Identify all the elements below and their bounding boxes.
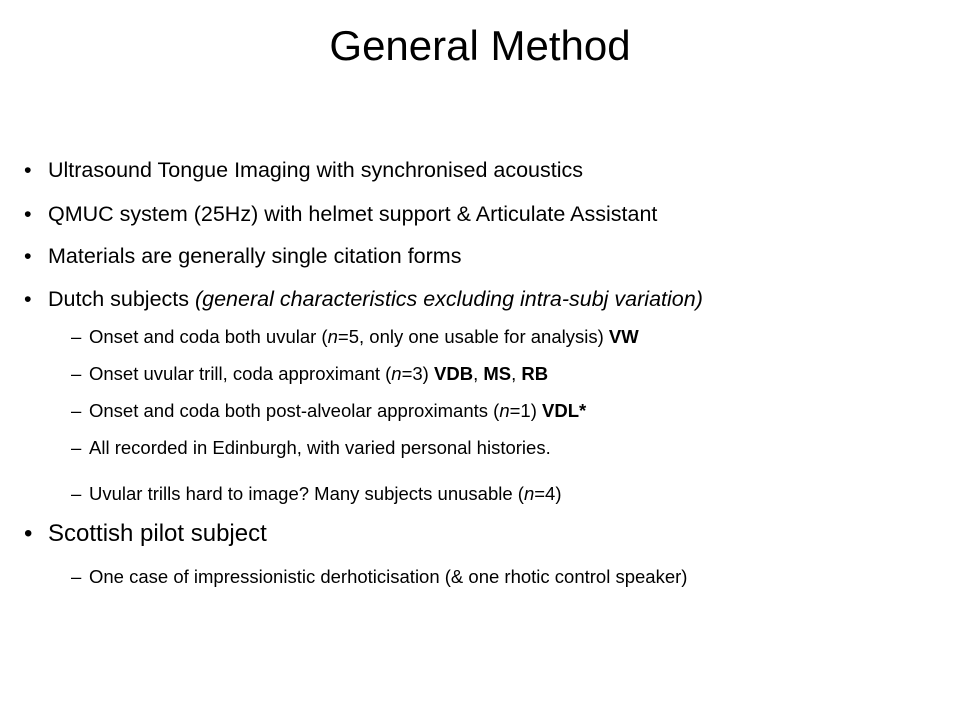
bullet-text: QMUC system (25Hz) with helmet support & Articulate Assistant bbox=[48, 202, 658, 226]
sub-bullet-text: Onset and coda both uvular (n=5, only one usable for analysis) VW bbox=[89, 326, 639, 347]
sub-bullet-text: Onset uvular trill, coda approximant (n=3) VDB, MS, RB bbox=[89, 363, 549, 384]
subject-code: VDB bbox=[434, 363, 474, 384]
subject-code: RB bbox=[521, 363, 549, 384]
bullet-text-main: Dutch subjects bbox=[48, 287, 195, 311]
sub-bullet-text: Uvular trills hard to image? Many subjects unusable (n=4) bbox=[89, 483, 562, 504]
dash-icon: – bbox=[71, 400, 82, 421]
subject-code: MS bbox=[483, 363, 512, 384]
dash-icon: – bbox=[71, 363, 82, 384]
bullet-icon: • bbox=[24, 520, 33, 547]
dash-icon: – bbox=[71, 437, 82, 458]
sub-bullet-text: All recorded in Edinburgh, with varied personal histories. bbox=[89, 437, 551, 458]
bullet-text: Ultrasound Tongue Imaging with synchronised acoustics bbox=[48, 158, 584, 182]
dash-icon: – bbox=[71, 483, 82, 504]
sub-bullet-text: One case of impressionistic derhoticisation (& one rhotic control speaker) bbox=[89, 566, 688, 587]
bullet-text: Materials are generally single citation forms bbox=[48, 244, 462, 268]
bullet-icon: • bbox=[24, 287, 32, 311]
bullet-text bbox=[48, 285, 703, 313]
bullet-text-italic: (general characteristics excluding intra-subj variation) bbox=[194, 287, 703, 311]
subject-code: VW bbox=[608, 326, 639, 347]
bullet-icon: • bbox=[24, 244, 32, 268]
subject-code: VDL* bbox=[542, 400, 587, 421]
slide-title: General Method bbox=[329, 22, 631, 69]
sub-bullet-text: Onset and coda both post-alveolar approximants (n=1) VDL* bbox=[89, 400, 587, 421]
bullet-icon: • bbox=[24, 158, 32, 182]
bullet-icon: • bbox=[24, 202, 32, 226]
dash-icon: – bbox=[71, 326, 82, 347]
dash-icon: – bbox=[71, 566, 82, 587]
bullet-text: Scottish pilot subject bbox=[48, 520, 267, 547]
